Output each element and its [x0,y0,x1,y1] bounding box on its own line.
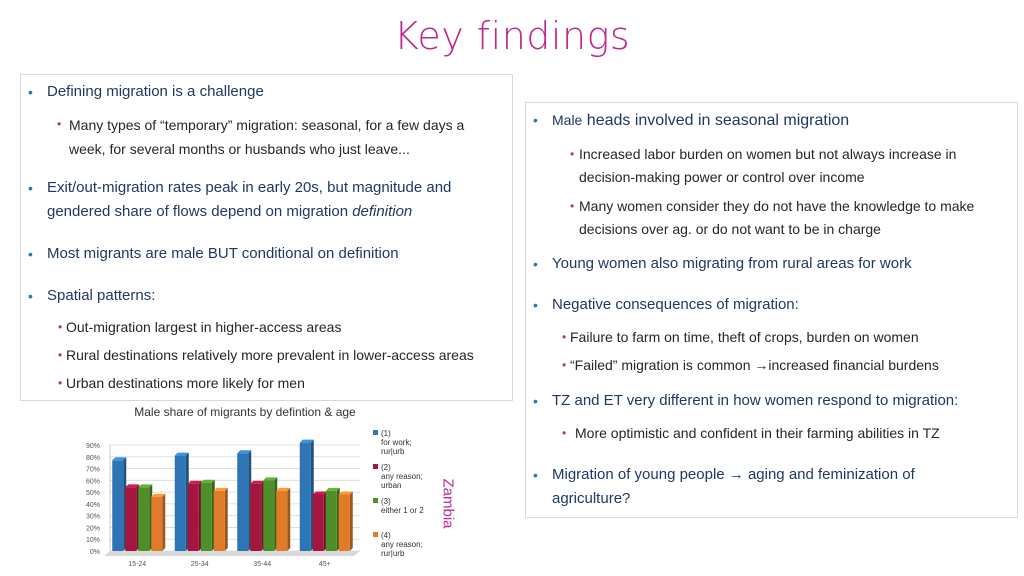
left-bullet-3-text: Most migrants are male BUT conditional on definition [47,245,399,262]
left-bullet-1-text: Defining migration is a challenge [47,83,264,100]
y-tick-label: 0% [89,549,100,556]
bar [250,484,261,551]
bar [138,487,149,551]
right-sub-1b [570,195,1010,241]
bar-side [287,488,290,551]
legend-swatch [373,430,378,435]
left-sub-1 [57,113,497,161]
right-bullet-3-text: Negative consequences of migration: [552,296,799,313]
x-tick-label: 35-44 [253,561,272,568]
y-tick-label: 20% [85,525,100,533]
sub-bullet-dot: • [562,426,567,440]
legend-label [381,429,451,456]
bar-chart-svg [70,405,370,570]
left-bullet-4-text: Spatial patterns: [47,287,156,304]
legend-label-line: any reason; [381,472,423,481]
chart-title: Male share of migrants by defintion & age [134,405,356,419]
y-tick-label: 70% [85,466,100,474]
y-tick-label: 30% [85,513,100,521]
x-tick-label: 25-34 [190,561,209,568]
legend-label-line: (4) [381,531,391,540]
legend-label-line: rur|urb [381,549,405,558]
left-bullet-2-line2: gendered share of flows depend on migration [47,203,353,220]
y-tick-label: 60% [85,478,100,486]
right-sub-1b-text: Many women consider they do not have the knowledge to make decisions over ag. or do not want to be in charge [579,198,975,237]
bar [201,483,212,551]
bullet-dot: • [533,112,538,128]
bullet-dot: • [28,288,33,304]
sub-bullet-dot: • [57,117,62,131]
male-share-chart [70,405,450,570]
legend-label-line: either 1 or 2 [381,506,424,515]
legend-label-line: (2) [381,463,391,472]
bar [339,494,350,551]
bar [112,460,123,551]
y-tick-label: 90% [85,443,100,450]
left-bullet-2-line1: Exit/out-migration rates peak in early 20s, but magnitude and [47,179,452,196]
bar [151,497,162,551]
bullet-dot: • [533,393,538,409]
bullet-dot: • [28,84,33,100]
right-bullet-1-male: Male [552,112,583,128]
right-sub-3b [562,354,1012,377]
bar-side [162,494,165,551]
bar [300,443,311,551]
right-sub-1a [570,143,1010,189]
y-tick-label: 10% [85,537,100,545]
chart-floor [104,551,360,556]
legend-label-line: urban [381,481,402,490]
bar-side [350,491,353,551]
y-tick-label: 50% [85,490,100,498]
bar [326,491,337,551]
bar [175,456,186,551]
bar [313,494,324,551]
left-sub-4c-text: Urban destinations more likely for men [66,375,305,391]
left-bullet-2 [28,176,498,224]
legend-label-line: for work; [381,438,412,447]
right-bullet-4 [533,389,1013,413]
sub-bullet-dot: • [58,348,63,362]
left-sub-4c [58,372,508,395]
right-sub-3a-text: Failure to farm on time, theft of crops, burden on women [570,329,919,345]
left-bullet-4 [28,284,498,308]
right-bullet-3 [533,293,1008,317]
bar [263,480,274,551]
x-tick-label: 45+ [318,561,331,568]
bullet-dot: • [28,180,33,196]
legend-item [373,429,453,463]
right-bullet-2 [533,252,1008,276]
right-sub-4-text: More optimistic and confident in their farming abilities in TZ [575,425,940,441]
left-sub-4a-text: Out-migration largest in higher-access areas [66,319,342,335]
right-bullet-1 [533,108,1008,133]
bar [276,491,287,551]
x-tick-label: 15-24 [128,561,147,568]
left-bullet-1 [28,80,498,104]
bullet-dot: • [28,246,33,262]
sub-bullet-dot: • [570,199,575,213]
legend-label-line: any reason; [381,540,423,549]
sub-bullet-dot: • [58,376,63,390]
sub-bullet-dot: • [570,147,575,161]
right-bullet-5 [533,463,1013,511]
right-sub-1a-text: Increased labor burden on women but not always increase in decision-making power or control over income [579,146,957,185]
right-bullet-5-line1: Migration of young people → aging and feminization of [552,466,915,483]
y-tick-label: 80% [85,454,100,462]
y-tick-label: 40% [85,501,100,509]
legend-swatch [373,532,378,537]
sub-bullet-dot: • [562,330,567,344]
legend-swatch [373,464,378,469]
bar [125,487,136,551]
legend-item [373,531,453,565]
left-bullet-3 [28,242,498,266]
definition-emphasis: definition [352,203,413,220]
left-sub-4b [58,344,508,367]
bullet-dot: • [533,297,538,313]
bar [237,453,248,551]
legend-label [381,531,451,558]
bar [188,484,199,551]
right-sub-3b-text: “Failed” migration is common →increased financial burdens [570,357,939,373]
right-sub-4 [562,422,1012,445]
left-sub-4b-text: Rural destinations relatively more prevalent in lower-access areas [66,347,474,363]
right-bullet-4-text: TZ and ET very different in how women respond to migration: [552,392,959,409]
bar-side [225,488,228,551]
legend-label-line: (3) [381,497,391,506]
right-bullet-1-text: heads involved in seasonal migration [582,112,850,129]
legend-label-line: (1) [381,429,391,438]
right-bullet-5-line2: agriculture? [552,490,631,507]
right-bullet-2-text: Young women also migrating from rural areas for work [552,255,912,272]
right-sub-3a [562,326,1012,349]
sub-bullet-dot: • [562,358,567,372]
left-sub-1-text: Many types of “temporary” migration: seasonal, for a few days a week, for several months or husbands who just leave... [69,117,465,157]
legend-swatch [373,498,378,503]
legend-label-line: rur|urb [381,447,405,456]
slide-title: Key findings [393,14,631,58]
left-sub-4a [58,316,508,339]
sub-bullet-dot: • [58,320,63,334]
bullet-dot: • [533,467,538,483]
zambia-label: Zambia [439,478,457,529]
bullet-dot: • [533,256,538,272]
bar [214,491,225,551]
